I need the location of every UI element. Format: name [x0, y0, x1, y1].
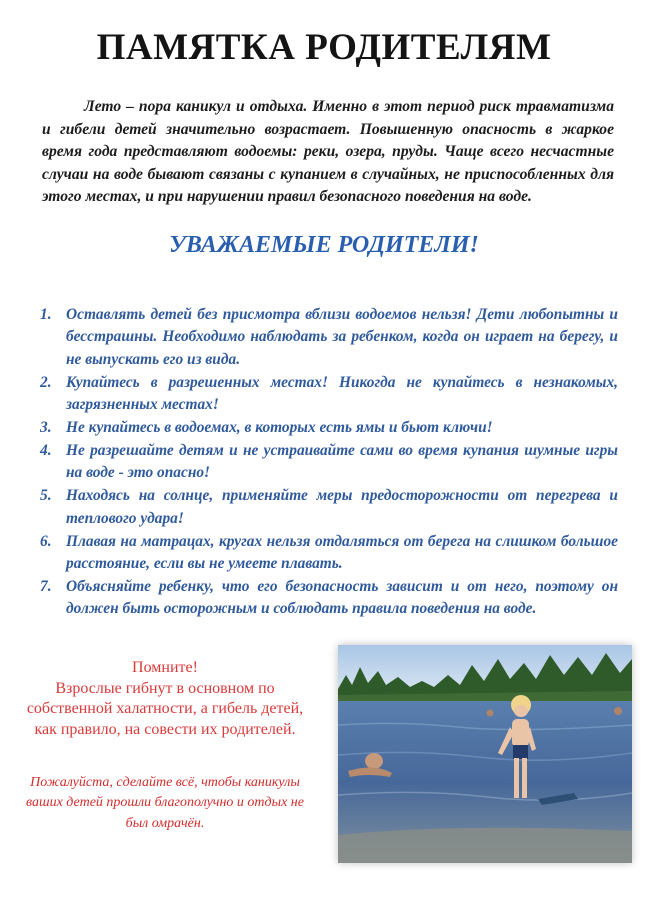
rule-text: Оставлять детей без присмотра вблизи водоемов нельзя! Дети любопытны и бесстрашны. Необходимо наблюдать за ребенком, когда он играет на берегу, и не выпускать его из вида.: [66, 306, 618, 368]
rule-text: Купайтесь в разрешенных местах! Никогда не купайтесь в незнакомых, загрязненных местах!: [66, 373, 618, 414]
rule-item: [38, 531, 618, 576]
remember-heading: Помните!: [132, 659, 198, 676]
rule-item: [38, 440, 618, 485]
greeting-heading: УВАЖАЕМЫЕ РОДИТЕЛИ!: [169, 232, 479, 258]
rule-item: [38, 304, 618, 371]
remember-block: [16, 658, 314, 740]
please-note: Пожалуйста, сделайте всё, чтобы каникулы ваших детей прошли благополучно и отдых не был омрачён.: [26, 775, 304, 831]
remember-text: Взрослые гибнут в основном по собственной халатности, а гибель детей, как правило, на совести их родителей.: [26, 679, 304, 738]
rule-text: Объясняйте ребенку, что его безопасность зависит и от него, поэтому он должен быть осторожным и соблюдать правила поведения на воде.: [66, 577, 618, 618]
rule-number: 6.: [40, 532, 52, 550]
rule-number: 7.: [40, 577, 52, 595]
rule-text: Плавая на матрацах, кругах нельзя отдаляться от берега на слишком большое расстояние, если вы не умеете плавать.: [66, 532, 618, 572]
rule-item: [38, 417, 618, 439]
rule-text: Не купайтесь в водоемах, в которых есть ямы и бьют ключи!: [66, 419, 493, 437]
rule-number: 1.: [40, 306, 52, 323]
rule-number: 4.: [40, 441, 52, 459]
rule-number: 2.: [40, 373, 52, 391]
rule-item: [38, 372, 618, 417]
rule-text: Находясь на солнце, применяйте меры предосторожности от перегрева и теплового удара!: [66, 487, 618, 527]
rule-text: Не разрешайте детям и не устраивайте сами во время купания шумные игры на воде - это опасно!: [66, 441, 618, 482]
rule-number: 5.: [40, 487, 52, 505]
rule-item: [38, 485, 618, 530]
safety-rules-list: [38, 304, 618, 621]
rule-number: 3.: [40, 419, 52, 437]
intro-paragraph: Лето – пора каникул и отдыха. Именно в этот период риск травматизма и гибели детей значительно возрастает. Повышенную опасность в жаркое время года представляют водоемы: реки, озера, пруды. Чаще всего несчастные случаи на воде бывают связаны с купанием в случайных, не приспособленных для этого местах, и при нарушении правил безопасного поведения на воде.: [42, 98, 614, 206]
page-title: ПАМЯТКА РОДИТЕЛЯМ: [96, 27, 552, 68]
lake-children-swimming-photo-icon: [338, 645, 632, 863]
rule-item: [38, 576, 618, 621]
lake-photo: [338, 645, 632, 863]
